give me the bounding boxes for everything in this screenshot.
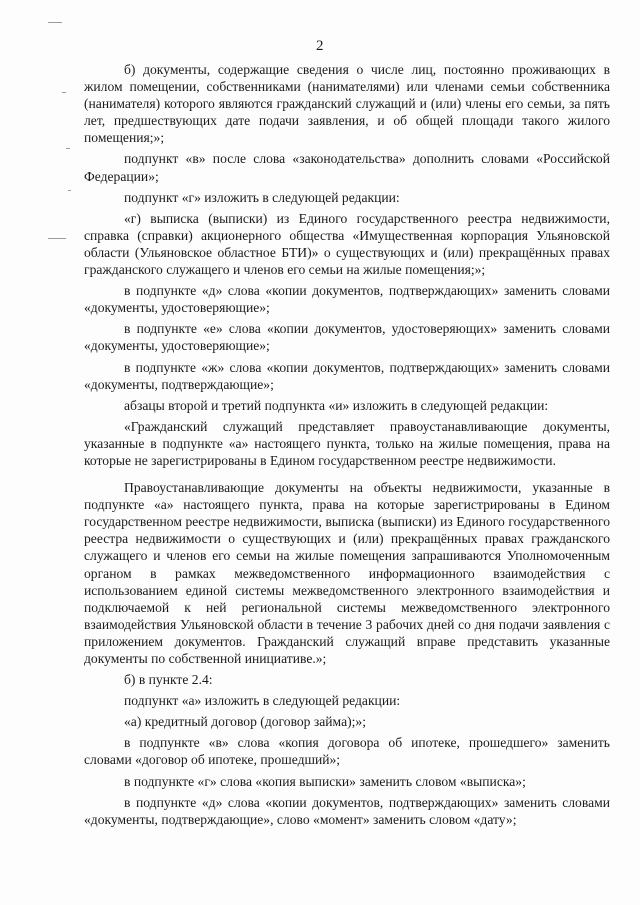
paragraph: подпункт «в» после слова «законодательства» дополнить словами «Российской Федерации»; (84, 151, 610, 184)
paragraph: подпункт «г» изложить в следующей редакции: (124, 189, 400, 205)
paragraph: б) документы, содержащие сведения о числе лиц, постоянно проживающих в жилом помещении, собственниками (нанимателями) или членами семьи собственника (нанимателя) которого являются гражданский служащий и (или) члены его семьи, за пять лет, предшествующих дате подачи заявления, и об общей площади такого жилого помещения;»; (84, 62, 610, 146)
paragraph: «Гражданский служащий представляет правоустанавливающие документы, указанные в подпункте «а» настоящего пункта, только на жилые помещения, права на которые не зарегистрированы в Едином государственном реестре недвижимости. (84, 418, 610, 468)
scan-margin-marks (0, 0, 80, 905)
paragraph: в подпункте «д» слова «копии документов, подтверждающих» заменить словами «документы, удостоверяющие»; (84, 283, 610, 316)
paragraph: в подпункте «в» слова «копия договора об ипотеке, прошедшего» заменить словами «договор об ипотеке, прошедший»; (84, 735, 610, 768)
paragraph: в подпункте «ж» слова «копии документов, подтверждающих» заменить словами «документы, подтверждающие»; (84, 359, 610, 392)
scan-mark (66, 148, 70, 149)
scan-mark (48, 22, 62, 23)
paragraph: подпункт «а» изложить в следующей редакции: (124, 693, 401, 709)
paragraph: Правоустанавливающие документы на объекты недвижимости, указанные в подпункте «а» настоящего пункта, права на которые зарегистрированы в Едином государственном реестре недвижимости, выписка (выписки) из Единого государственного реестра недвижимости о существующих и (или) прекращённых правах гражданского служащего и членов его семьи на жилые помещения запрашиваются Уполномоченным органом в рамках межведомственного информационного взаимодействия с использованием единой системы межведомственного электронного взаимодействия и подключаемой к ней региональной системы межведомственного электронного взаимодействия Ульяновской области в течение 3 рабочих дней со дня подачи заявления с приложением документов. Гражданский служащий вправе представить указанные документы по собственной инициативе.»; (84, 480, 610, 666)
paragraph: абзацы второй и третий подпункта «и» изложить в следующей редакции: (124, 397, 549, 413)
page-number: 2 (316, 38, 324, 54)
paragraph: б) в пункте 2.4: (124, 672, 213, 688)
paragraph: в подпункте «е» слова «копии документов, удостоверяющих» заменить словами «документы, удостоверяющие»; (84, 321, 610, 354)
paragraph: в подпункте «д» слова «копии документов, подтверждающих» заменить словами «документы, подтверждающие», слово «момент» заменить словом «дату»; (84, 794, 610, 827)
document-body (84, 61, 610, 832)
scan-mark (68, 190, 71, 191)
paragraph: «а) кредитный договор (договор займа);»; (124, 714, 366, 730)
scan-mark (62, 92, 66, 93)
paragraph: в подпункте «г» слова «копия выписки» заменить словом «выписка»; (124, 773, 526, 789)
scan-mark (48, 238, 66, 239)
paragraph: «г) выписка (выписки) из Единого государственного реестра недвижимости, справка (справки) акционерного общества «Имущественная корпорация Ульяновской области (Ульяновское областное БТИ)» о существующих и (или) прекращённых правах гражданского служащего и членов его семьи на жилые помещения;»; (84, 210, 610, 278)
